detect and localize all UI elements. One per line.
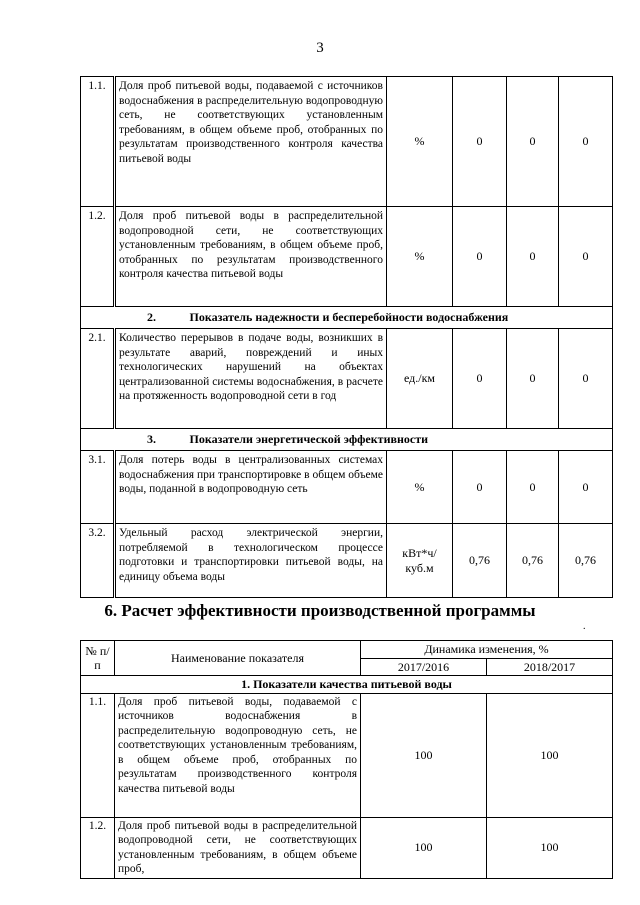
row-number: 2.1. (81, 329, 115, 429)
section-heading: 6. Расчет эффективности производственной программы (104, 601, 536, 620)
section-header (81, 307, 613, 329)
value-cell: 0 (559, 451, 613, 524)
section-title: Показатель надежности и бесперебойности водоснабжения (189, 310, 509, 325)
value-cell: 0 (507, 207, 559, 307)
indicator-name: Доля проб питьевой воды, подаваемой с источников водоснабжения в распределительную водопроводную сеть, не соответствующих установленным требованиям, в общем объеме проб, отобранных по результатам производственного контроля качества питьевой воды (115, 693, 361, 817)
value-cell: 100 (361, 817, 487, 878)
indicator-name: Доля проб питьевой воды, подаваемой с источников водоснабжения в распределительную водопроводную сеть, не соответствующих установленным требованиям, в общем объеме проб, отобранных по результатам производственного контроля качества питьевой воды (115, 77, 387, 207)
row-number: 1.1. (81, 77, 115, 207)
row-number: 1.2. (81, 207, 115, 307)
efficiency-table (80, 640, 613, 879)
section-title: Показатели энергетической эффективности (189, 432, 429, 447)
unit: ед./км (387, 329, 453, 429)
indicators-table (80, 76, 613, 598)
table-header-row (81, 641, 613, 659)
section-title: 1. Показатели качества питьевой воды (81, 676, 613, 694)
value-cell: 0 (453, 451, 507, 524)
indicator-name: Доля потерь воды в централизованных системах водоснабжения при транспортировке в общем объеме воды, поданной в водопроводную сеть (115, 451, 387, 524)
value-cell: 0 (453, 329, 507, 429)
section-header (81, 429, 613, 451)
column-header-period: 2017/2016 (361, 658, 487, 676)
column-header-dynamics: Динамика изменения, % (361, 641, 613, 659)
unit: % (387, 207, 453, 307)
stray-dot: . (583, 621, 586, 632)
value-cell: 0,76 (559, 524, 613, 598)
section-number: 3. (147, 432, 156, 447)
value-cell: 100 (361, 693, 487, 817)
value-cell: 0 (453, 77, 507, 207)
table-row (81, 329, 613, 429)
value-cell: 0,76 (507, 524, 559, 598)
row-number: 3.2. (81, 524, 115, 598)
table-row (81, 524, 613, 598)
table-row (81, 817, 613, 878)
row-number: 1.1. (81, 693, 115, 817)
indicator-name: Доля проб питьевой воды в распределительной водопроводной сети, не соответствующих установленным требованиям, в общем объеме проб, (115, 817, 361, 878)
value-cell: 0,76 (453, 524, 507, 598)
indicator-name: Удельный расход электрической энергии, потребляемой в технологическом процессе подготовки и транспортировки питьевой воды, на единицу объема воды (115, 524, 387, 598)
column-header-name: Наименование показателя (115, 641, 361, 676)
indicator-name: Доля проб питьевой воды в распределительной водопроводной сети, не соответствующих установленным требованиям, в общем объеме проб, отобранных по результатам производственного контроля качества питьевой воды (115, 207, 387, 307)
unit: % (387, 451, 453, 524)
value-cell: 100 (487, 817, 613, 878)
value-cell: 0 (507, 329, 559, 429)
indicator-name: Количество перерывов в подаче воды, возникших в результате аварий, повреждений и иных технологических нарушений на объектах централизованной системы водоснабжения, в расчете на протяженность водопроводной сети в год (115, 329, 387, 429)
value-cell: 0 (453, 207, 507, 307)
table-row (81, 207, 613, 307)
section-header (81, 676, 613, 694)
section-number: 2. (147, 310, 156, 325)
row-number: 3.1. (81, 451, 115, 524)
value-cell: 100 (487, 693, 613, 817)
column-header-period: 2018/2017 (487, 658, 613, 676)
table-row (81, 451, 613, 524)
column-header-number: № п/п (81, 641, 115, 676)
table-row (81, 693, 613, 817)
value-cell: 0 (559, 329, 613, 429)
unit: % (387, 77, 453, 207)
value-cell: 0 (507, 451, 559, 524)
table-row (81, 77, 613, 207)
value-cell: 0 (559, 207, 613, 307)
value-cell: 0 (507, 77, 559, 207)
row-number: 1.2. (81, 817, 115, 878)
page-number: 3 (316, 40, 324, 56)
unit: кВт*ч/ куб.м (387, 524, 453, 598)
value-cell: 0 (559, 77, 613, 207)
